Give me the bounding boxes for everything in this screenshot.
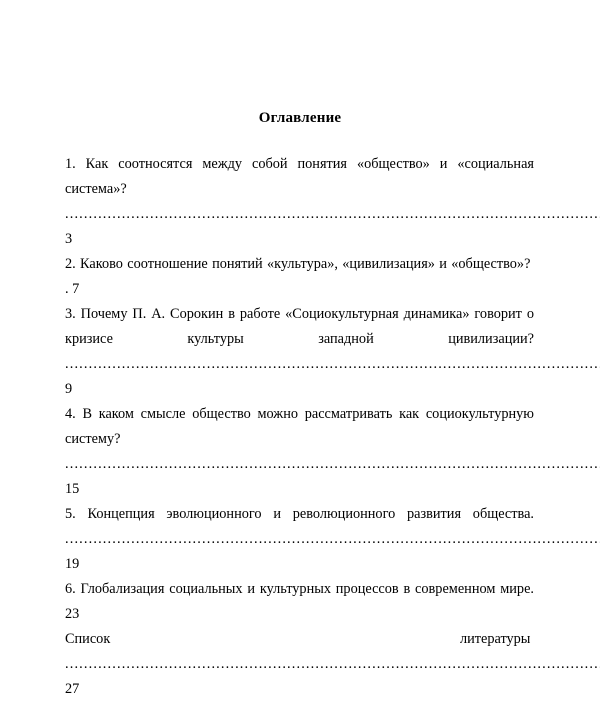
- toc-page-number: 27: [65, 681, 80, 697]
- toc-entry[interactable]: [65, 152, 534, 252]
- toc-entry[interactable]: [65, 402, 534, 502]
- toc-entry-text-tail: 2. Каково соотношение понятий «культура», «цивилизация» и «общество»?: [65, 256, 534, 272]
- toc-page-number: 9: [65, 381, 73, 397]
- toc-entry-text-tail: Список литературы: [65, 631, 534, 647]
- toc-entry-leader-row: [65, 427, 534, 502]
- toc-entry-text-tail: 5. Концепция эволюционного и революционного развития общества.: [65, 506, 534, 522]
- toc-page-number: 23: [65, 606, 80, 622]
- toc-page-number: 7: [72, 281, 80, 297]
- dot-leader: [65, 656, 600, 672]
- toc-entry[interactable]: [65, 627, 534, 702]
- toc-page-number: 19: [65, 556, 80, 572]
- dot-leader: [65, 456, 600, 472]
- dot-leader: .: [65, 281, 69, 297]
- toc-entry-heading: 3. Почему П. А. Сорокин в работе «Социокультурная динамика» говорит о: [65, 306, 534, 322]
- table-of-contents-list: [65, 152, 534, 702]
- dot-leader: [65, 206, 600, 222]
- toc-entry-text-tail: система»?: [65, 181, 127, 197]
- page-title: Оглавление: [258, 110, 342, 126]
- toc-page-number: 15: [65, 481, 80, 497]
- toc-entry-leader-row: [65, 177, 534, 252]
- toc-entry-leader-row: [65, 627, 534, 702]
- toc-entry-text-tail: систему?: [65, 431, 125, 447]
- toc-entry-text-tail: 6. Глобализация социальных и культурных процессов в современном мире.: [65, 581, 534, 597]
- toc-entry-leader-row: [65, 327, 534, 402]
- toc-entry-leader-row: [65, 502, 534, 577]
- toc-entry-leader-row: [65, 252, 534, 302]
- toc-page-number: 3: [65, 231, 73, 247]
- toc-entry-heading: 4. В каком смысле общество можно рассматривать как социокультурную: [65, 406, 534, 422]
- dot-leader: [65, 531, 600, 547]
- toc-entry-heading: 1. Как соотносятся между собой понятия «общество» и «социальная: [65, 156, 534, 172]
- toc-entry-leader-row: [65, 577, 534, 627]
- toc-entry-text-tail: кризисе культуры западной цивилизации?: [65, 331, 534, 347]
- toc-entry[interactable]: [65, 302, 534, 402]
- toc-entry[interactable]: [65, 502, 534, 577]
- toc-entry[interactable]: [65, 252, 534, 302]
- toc-entry[interactable]: [65, 577, 534, 627]
- dot-leader: [65, 356, 600, 372]
